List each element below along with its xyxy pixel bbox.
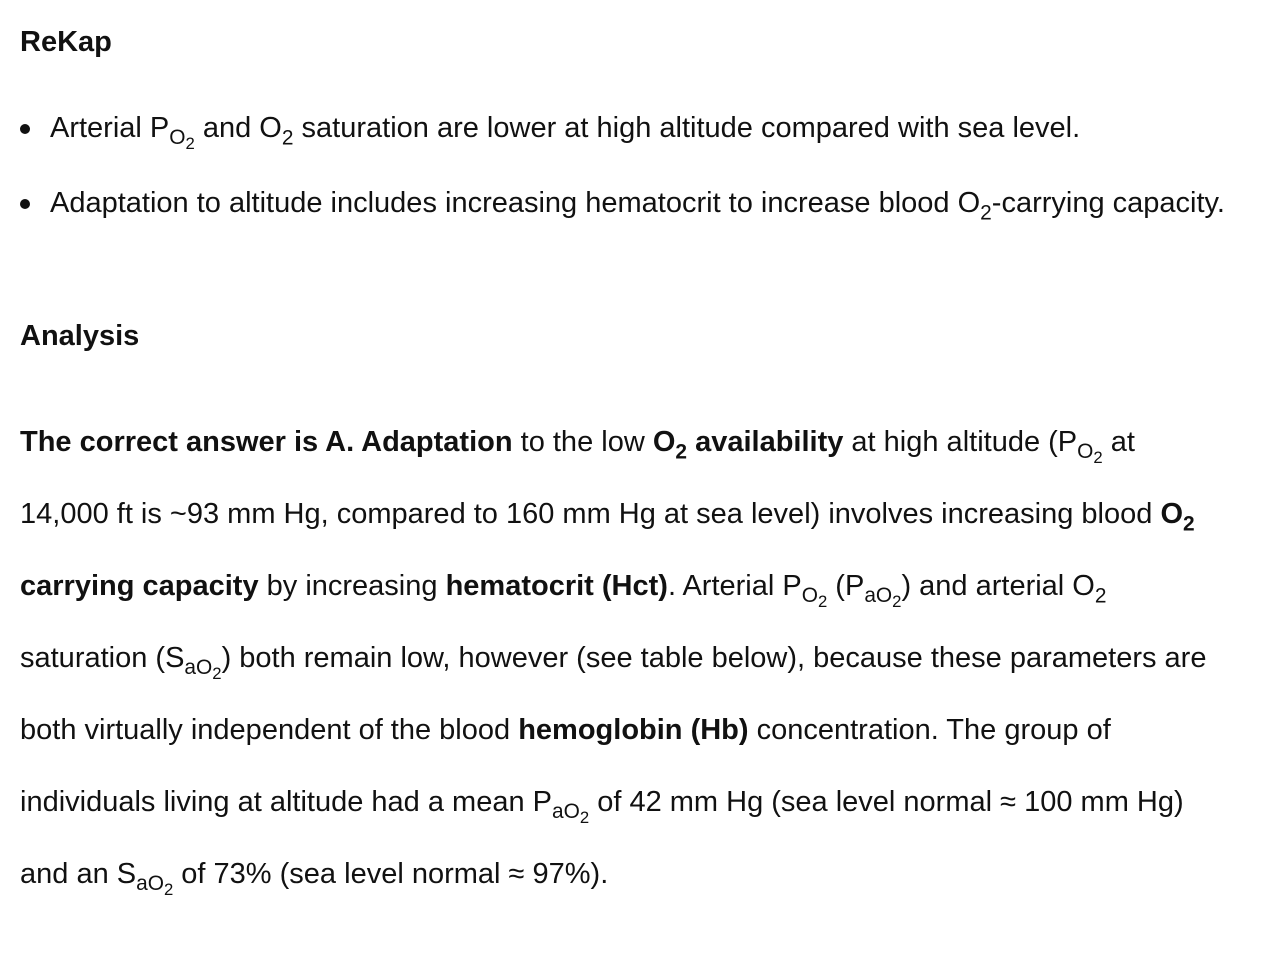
analysis-paragraph: The correct answer is A. Adaptation to the low $O_2$ availability at high altitude ($P_{O_2}$ at 14,000 ft is ~93 mm Hg, compared to 160 mm Hg at sea level) involves increasing blood $O_2$ carrying capacity by increasing hematocrit (Hct). Arterial $P_{O_2}$ $(P_{aO_2})$ and arterial $O_2$ saturation $(S_{aO_2})$ both remain low, however (see table below), because these parameters are both virtually independent of the blood hemoglobin (Hb) concentration. The group of individuals living at altitude had a mean $P_{aO_2}$ of 42 mm Hg (sea level normal ≈ 100 mm Hg) and an $S_{aO_2}$ of 73% (sea level normal ≈ 97%). [20, 426, 1207, 900]
rekap-item: Adaptation to altitude includes increasing hematocrit to increase blood $O_2$-carrying capacity. [20, 179, 1230, 228]
rekap-item: Arterial $P_{O_2}$ and $O_2$ saturation are lower at high altitude compared with sea level. [20, 104, 1230, 153]
rekap-list [20, 104, 1230, 254]
bullet-icon [20, 199, 30, 209]
rekap-heading: ReKap [20, 26, 112, 58]
analysis-heading: Analysis [20, 320, 140, 352]
bullet-icon [20, 124, 30, 134]
